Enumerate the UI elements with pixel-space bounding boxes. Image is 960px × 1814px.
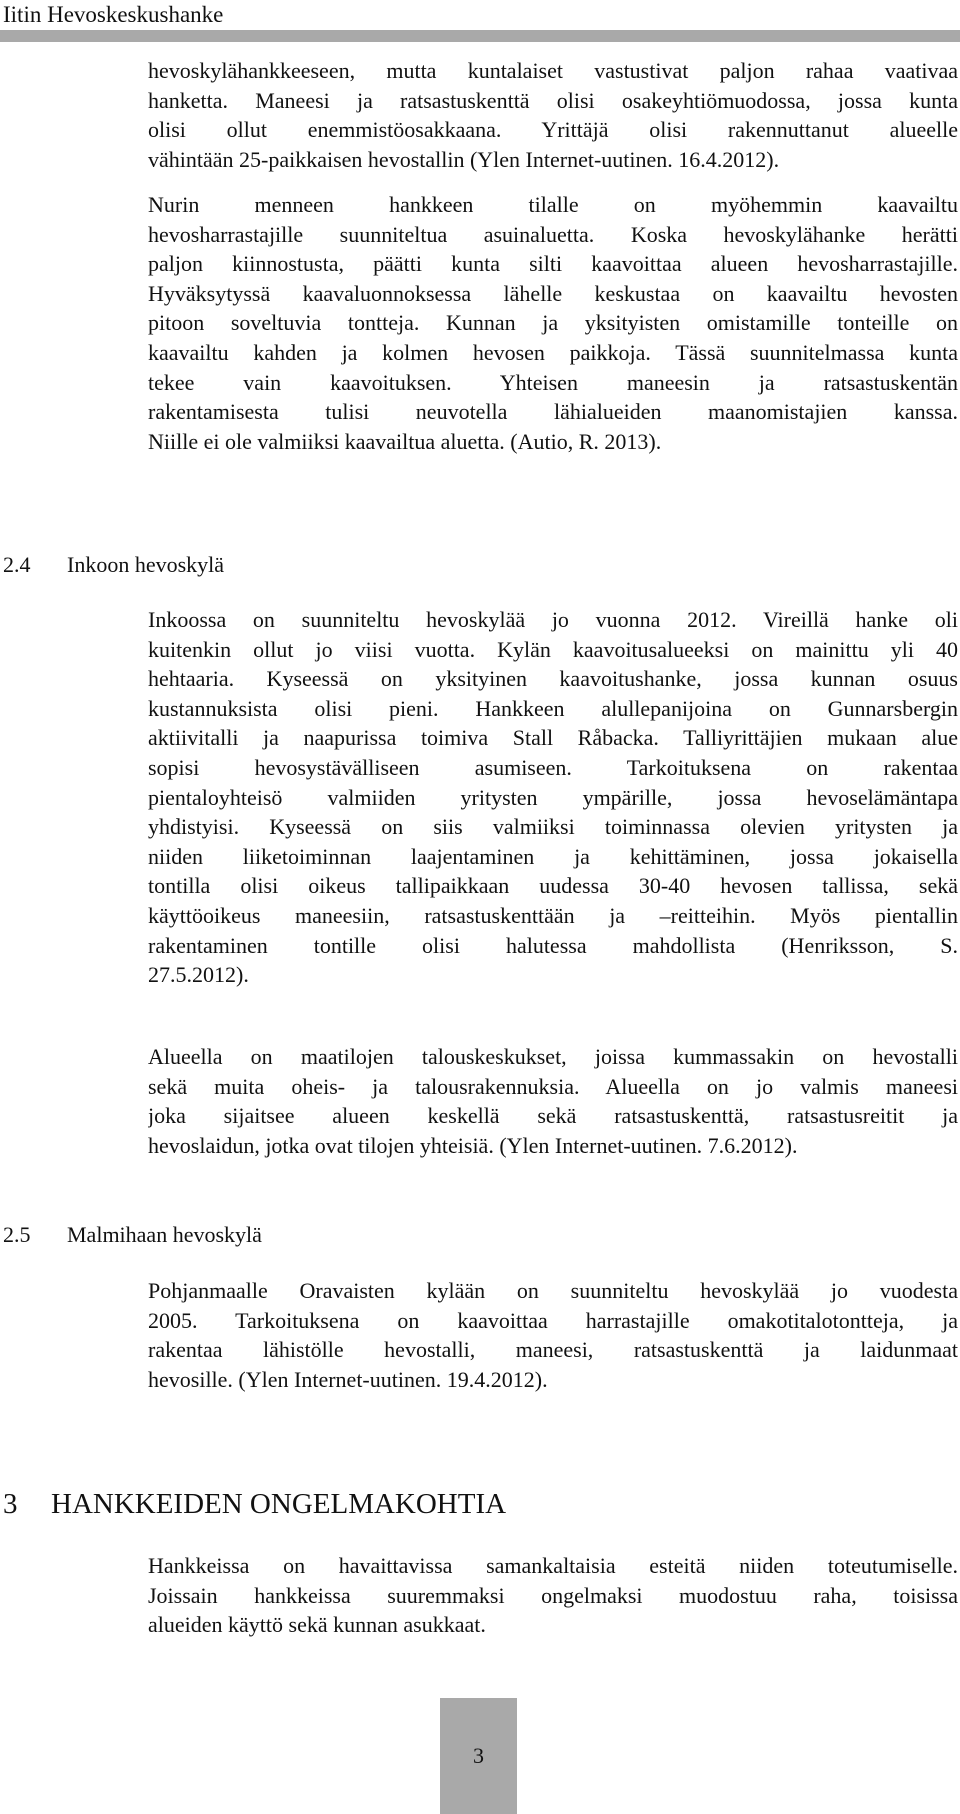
page-number: 3	[440, 1698, 517, 1814]
section-title: Inkoon hevoskylä	[67, 552, 225, 577]
text-line: olisi ollut enemmistöosakkaana. Yrittäjä olisi rakennuttanut alueelle	[148, 117, 958, 143]
section-title: Malmihaan hevoskylä	[67, 1222, 262, 1247]
text-line: Pohjanmaalle Oravaisten kylään on suunniteltu hevoskylää jo vuodesta	[148, 1278, 958, 1303]
chapter-title: HANKKEIDEN ONGELMAKOHTIA	[51, 1488, 507, 1520]
text-line: Niille ei ole valmiiksi kaavailtua aluetta. (Autio, R. 2013).	[148, 428, 662, 454]
paragraph-hevoskyla-intro	[148, 56, 958, 174]
text-line: niiden liiketoiminnan laajentaminen ja kehittäminen, jossa jokaisella	[148, 843, 958, 869]
text-line: hevoslaidun, jotka ovat tilojen yhteisiä. (Ylen Internet-uutinen. 7.6.2012).	[148, 1132, 798, 1158]
text-line: tontilla olisi oikeus tallipaikkaan uudessa 30-40 hevosen tallissa, sekä	[148, 873, 958, 899]
text-line: Hyväksytyssä kaavaluonnoksessa lähelle keskustaa on kaavailtu hevosten	[148, 280, 958, 306]
text-line: alueiden käyttö sekä kunnan asukkaat.	[148, 1612, 486, 1638]
text-line: hehtaaria. Kyseessä on yksityinen kaavoitushanke, jossa kunnan osuus	[148, 666, 958, 692]
text-line: vähintään 25-paikkaisen hevostallin (Ylen Internet-uutinen. 16.4.2012).	[148, 146, 780, 172]
text-line: kaavailtu kahden ja kolmen hevosen paikkoja. Tässä suunnitelmassa kunta	[148, 339, 958, 365]
text-line: Inkoossa on suunniteltu hevoskylää jo vuonna 2012. Vireillä hanke oli	[148, 607, 958, 632]
text-line: tekee vain kaavoituksen. Yhteisen maneesin ja ratsastuskentän	[148, 369, 958, 395]
section-heading-2-5	[3, 1220, 262, 1250]
text-line: yhdistyisi. Kyseessä on siis valmiiksi toiminnassa olevien yritysten ja	[148, 814, 958, 840]
text-line: paljon kiinnostusta, päätti kunta silti kaavoittaa alueen hevosharrastajille.	[148, 251, 958, 277]
text-line: rakentaminen tontille olisi halutessa mahdollista (Henriksson, S.	[148, 932, 958, 958]
text-line: hevosille. (Ylen Internet-uutinen. 19.4.2012).	[148, 1366, 548, 1392]
running-header-title: Iitin Hevoskeskushanke	[3, 2, 224, 27]
text-line: joka sijaitsee alueen keskellä sekä ratsastuskenttä, ratsastusreitit ja	[148, 1103, 958, 1129]
text-line: pitoon soveltuvia tontteja. Kunnan ja yksityisten omistamille tonteille on	[148, 310, 958, 336]
text-line: pientaloyhteisö valmiiden yritysten ympärille, jossa hevoselämäntapa	[148, 784, 958, 810]
text-line: Joissain hankkeissa suuremmaksi ongelmaksi muodostuu raha, toisissa	[148, 1582, 958, 1608]
text-line: käyttöoikeus maneesiin, ratsastuskenttään ja –reitteihin. Myös pientallin	[148, 902, 958, 928]
paragraph-talouskeskukset	[148, 1042, 958, 1160]
text-line: sekä muita oheis- ja talousrakennuksia. Alueella on jo valmis maneesi	[148, 1073, 958, 1099]
text-line: Hankkeissa on havaittavissa samankaltaisia esteitä niiden toteutumiselle.	[148, 1553, 958, 1578]
section-heading-2-4	[3, 550, 224, 580]
text-line: 27.5.2012).	[148, 962, 249, 988]
paragraph-inkoo	[148, 605, 958, 990]
header-rule	[0, 30, 960, 42]
text-line: kuitenkin ollut jo viisi vuotta. Kylän kaavoitusalueeksi on mainittu yli 40	[148, 636, 958, 662]
text-line: Nurin menneen hankkeen tilalle on myöhemmin kaavailtu	[148, 192, 958, 217]
text-line: hevosharrastajille suunniteltua asuinaluetta. Koska hevoskylähanke herätti	[148, 221, 958, 247]
text-line: rakentamisesta tulisi neuvotella lähialueiden maanomistajien kanssa.	[148, 399, 958, 425]
text-line: hanketta. Maneesi ja ratsastuskenttä olisi osakeyhtiömuodossa, jossa kunta	[148, 87, 958, 113]
text-line: Alueella on maatilojen talouskeskukset, joissa kummassakin on hevostalli	[148, 1044, 958, 1069]
text-line: hevoskylähankkeeseen, mutta kuntalaiset vastustivat paljon rahaa vaativaa	[148, 58, 958, 83]
text-line: aktiivitalli ja naapurissa toimiva Stall Råbacka. Talliyrittäjien mukaan alue	[148, 725, 958, 751]
section-number: 2.4	[3, 552, 31, 577]
chapter-number: 3	[3, 1488, 18, 1520]
text-line: rakentaa lähistölle hevostalli, maneesi, ratsastuskenttä ja laidunmaat	[148, 1337, 958, 1363]
paragraph-malmihaa	[148, 1276, 958, 1394]
text-line: sopisi hevosystävälliseen asumiseen. Tarkoituksena on rakentaa	[148, 754, 958, 780]
paragraph-asuinalue	[148, 190, 958, 456]
section-number: 2.5	[3, 1222, 31, 1247]
text-line: 2005. Tarkoituksena on kaavoittaa harrastajille omakotitalotontteja, ja	[148, 1307, 958, 1333]
paragraph-ongelmakohdat	[148, 1551, 958, 1640]
text-line: kustannuksista olisi pieni. Hankkeen alullepanijoina on Gunnarsbergin	[148, 695, 958, 721]
chapter-heading-3	[3, 1486, 506, 1522]
